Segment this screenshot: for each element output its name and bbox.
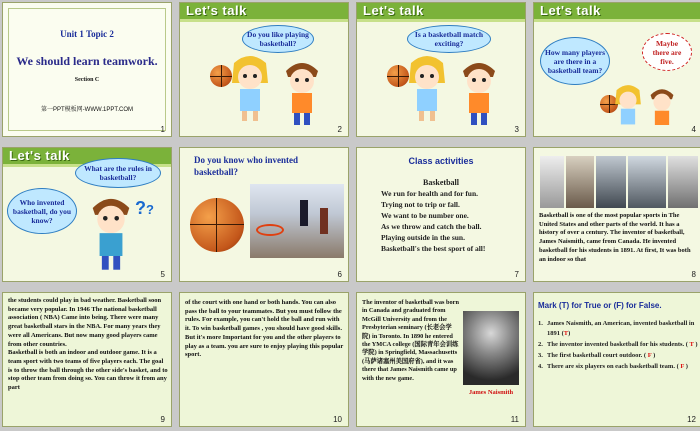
- boy-icon: [457, 57, 501, 127]
- portrait-caption: James Naismith: [468, 389, 514, 396]
- lets-talk-title: Let's talk: [540, 3, 601, 18]
- question-item: [538, 362, 700, 372]
- item-text: James Naismith, an American, invented basketball in 1891 (: [547, 320, 695, 337]
- boy-icon: [280, 57, 324, 127]
- item-number: 3.: [538, 352, 543, 359]
- item-number: 2.: [538, 341, 543, 348]
- article-text: Basketball is one of the most popular sports in The United States and other parts of the world. It has a history of over a century. The inventor of basketball, James Naismith, came from Canada. He invented basketball for his students in 1891. At first, It was both an indoor so that: [539, 212, 691, 263]
- slide-number: 11: [510, 415, 519, 424]
- item-close: ): [653, 352, 656, 359]
- slide-11[interactable]: [356, 292, 526, 427]
- slide-10[interactable]: [179, 292, 349, 427]
- girl-icon: [612, 83, 644, 133]
- unit-label: Unit 1 Topic 2: [60, 29, 114, 39]
- slide-6[interactable]: [179, 147, 349, 282]
- footer-text: 第一PPT模板网-WWW.1PPT.COM: [41, 107, 133, 113]
- slide-7[interactable]: [356, 147, 526, 282]
- poem-line: Trying not to trip or fall.: [381, 200, 460, 209]
- basketball-game-photo: [250, 184, 344, 258]
- poem-lines: [381, 188, 485, 254]
- slide-8[interactable]: [533, 147, 700, 282]
- slide-5[interactable]: [2, 147, 172, 282]
- lets-talk-title: Let's talk: [9, 148, 70, 163]
- speech-bubble-rules: What are the rules in basketball?: [75, 158, 161, 188]
- girl-icon: [405, 53, 449, 123]
- answer-mark: F: [680, 363, 685, 370]
- slide-number: 6: [337, 270, 342, 279]
- poem-title: Basketball: [422, 178, 459, 187]
- speech-bubble-question: How many players are there in a basketball team?: [540, 37, 610, 85]
- slide-12[interactable]: [533, 292, 700, 427]
- item-close: ): [695, 341, 698, 348]
- slide-number: 4: [691, 125, 696, 134]
- slide-title: We should learn teamwork.: [16, 54, 158, 68]
- article-text: the students could play in bad weather. Basketball soon became very popular. In 1946 The national basketball association ( NBA) Came into being. There were many great basketball stars in the NBA. For many years they were all Americans. But now many good players came from other countries. Basketball is both an indoor and outdoor game. It is a team sport with two teams of five players each. The goal is to throw the ball through the other side's basket, and to stop other team from doing so. You can throw it from any part: [8, 297, 168, 392]
- girl-icon: [228, 53, 272, 123]
- poem-line: We want to be number one.: [381, 211, 469, 220]
- question-list: [538, 319, 700, 372]
- lets-talk-title: Let's talk: [186, 3, 247, 18]
- answer-mark: T: [563, 330, 569, 337]
- slide-number: 5: [160, 270, 165, 279]
- slide-number: 9: [160, 415, 165, 424]
- question-item: [538, 351, 700, 361]
- question-marks: ??: [135, 198, 154, 218]
- section-label: Section C: [74, 77, 100, 83]
- header-stripe: [357, 19, 525, 22]
- slide-number: 10: [333, 415, 342, 424]
- slide-title: Mark (T) for True or (F) for False.: [538, 301, 662, 310]
- question-item: [538, 340, 700, 350]
- answer-mark: T: [689, 341, 694, 348]
- article-text: The inventor of basketball was born in Canada and graduated from McGill University and from the Presbyterian seminary (长老会学院) in Toronto. In 1890 he entered the YMCA college (国际青年会训练学院) in Springfield, Massachusetts (马萨诸塞州美国府省), and it was there that James Naismith came up with the new game.: [362, 299, 459, 382]
- slide-1[interactable]: [2, 2, 172, 137]
- header-stripe: [534, 19, 700, 22]
- slide-title: Class activities: [408, 156, 474, 166]
- player-figure-2: [320, 208, 328, 234]
- answer-mark: F: [647, 352, 652, 359]
- header-stripe: [180, 19, 348, 22]
- item-close: ): [568, 330, 571, 337]
- item-text: The inventor invented basketball for his students. (: [547, 341, 688, 348]
- lets-talk-title: Let's talk: [363, 3, 424, 18]
- item-text: The first basketball court outdoor. (: [547, 352, 647, 359]
- slide-number: 12: [687, 415, 696, 424]
- slide-number: 3: [514, 125, 519, 134]
- historic-photo-3: [628, 156, 666, 208]
- slide-number: 8: [691, 270, 696, 279]
- slide-2[interactable]: [179, 2, 349, 137]
- poem-line: As we throw and catch the ball.: [381, 222, 482, 231]
- slide-title: Do you know who invented basketball?: [194, 155, 299, 177]
- naismith-portrait: [463, 311, 519, 385]
- speech-bubble: Is a basketball match exciting?: [407, 25, 491, 53]
- poem-line: Playing outside in the sun.: [381, 233, 465, 242]
- slide-number: 7: [514, 270, 519, 279]
- slide-number: 2: [337, 125, 342, 134]
- slide-9[interactable]: [2, 292, 172, 427]
- basketball-image: [190, 198, 244, 252]
- slide-3[interactable]: [356, 2, 526, 137]
- poem-line: We run for health and for fun.: [381, 189, 479, 198]
- speech-bubble-answer: Maybe there are five.: [642, 33, 692, 71]
- slide-4[interactable]: [533, 2, 700, 137]
- historic-photo-2: [596, 156, 626, 208]
- speech-bubble-inventor: Who invented basketball, do you know?: [7, 188, 77, 234]
- item-number: 4.: [538, 363, 543, 370]
- historic-photo-1: [566, 156, 594, 208]
- boy-icon: [83, 192, 139, 272]
- article-text: of the court with one hand or both hands. You can also pass the ball to your teammates. But you must follow the rules. For example, you can't hold the ball and run with it. To win basketball games , you should have good skills. But it's more Important for you and the other players to play as a team. you are sure to enjoy playing this popular sport.: [185, 299, 344, 359]
- historic-photo-4: [668, 156, 698, 208]
- boy-icon: [646, 85, 678, 135]
- player-figure: [300, 200, 308, 226]
- item-number: 1.: [538, 320, 543, 327]
- slide-number: 1: [160, 125, 165, 134]
- hoop-icon: [256, 224, 284, 236]
- item-text: There are six players on each basketball team. (: [547, 363, 679, 370]
- item-close: ): [685, 363, 688, 370]
- question-item: [538, 319, 700, 339]
- portrait-photo: [540, 156, 564, 208]
- speech-bubble: Do you like playing basketball?: [242, 25, 314, 53]
- poem-line: Basketball's the best sport of all!: [381, 244, 486, 253]
